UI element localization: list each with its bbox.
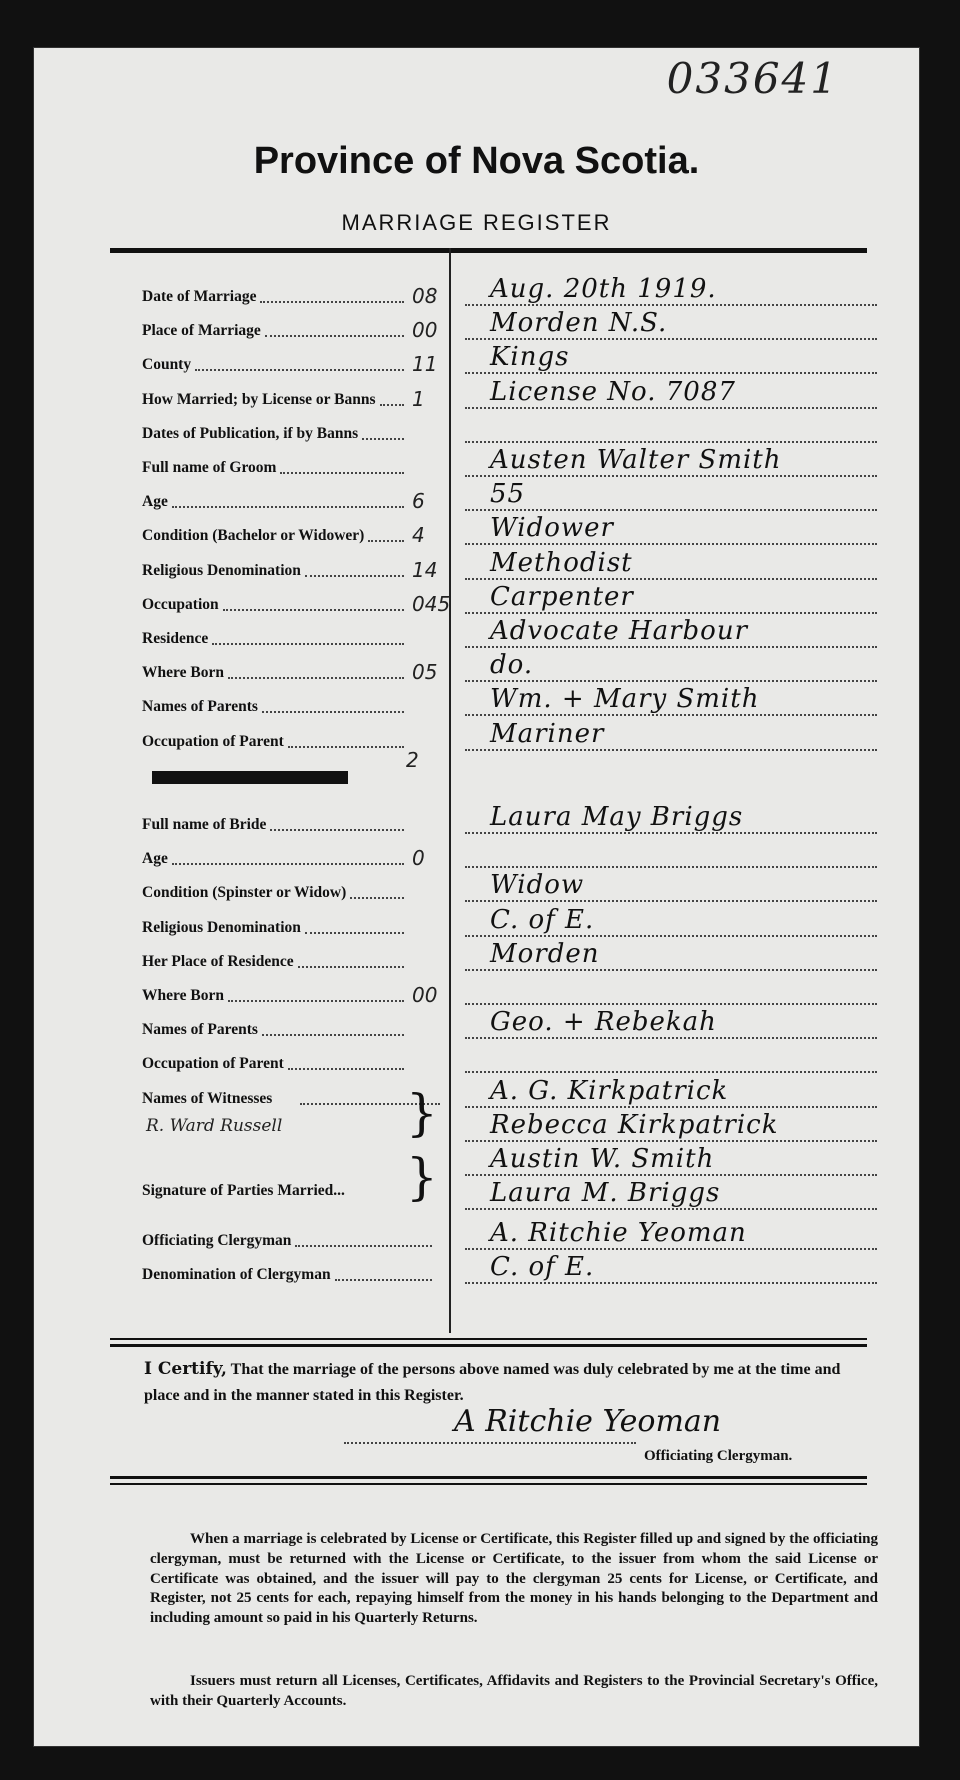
parties-row-2 [110, 1180, 867, 1214]
witnesses-brace: } [406, 1084, 438, 1142]
form-row [110, 804, 867, 838]
clergy-signature: A Ritchie Yeoman [454, 1404, 722, 1439]
value-how-married-by-license-or-banns: License No. 7087 [490, 376, 736, 407]
form-row [110, 838, 867, 872]
label-where-born: Where Born [142, 664, 224, 682]
label-condition-spinster-or-widow: Condition (Spinster or Widow) [142, 884, 347, 902]
party-bride: Laura M. Briggs [490, 1178, 721, 1208]
code-where-born: 00 [412, 983, 438, 1007]
page-subtitle: MARRIAGE REGISTER [341, 210, 612, 235]
label-full-name-of-groom: Full name of Groom [142, 459, 277, 476]
footer-paragraph: Issuers must return all Licenses, Certificates, Affidavits and Registers to the Provincial Secretary's Office, with their Quarterly Accounts. [150, 1673, 878, 1709]
notice-rule [110, 1476, 867, 1479]
form-row [110, 515, 867, 549]
form-row [110, 1220, 867, 1254]
witness-margin-note: R. Ward Russell [146, 1116, 283, 1136]
value-condition-spinster-or-widow: Widow [490, 870, 585, 901]
code-place-of-marriage: 00 [412, 318, 438, 343]
label-religious-denomination: Religious Denomination [142, 561, 301, 579]
value-religious-denomination: Methodist [490, 547, 633, 578]
label-occupation: Occupation [142, 595, 219, 613]
value-occupation-of-parent: Mariner [490, 718, 605, 749]
code-how-married-by-license-or-banns: 1 [412, 386, 425, 411]
form-row [110, 904, 867, 941]
party-groom: Austin W. Smith [490, 1144, 715, 1174]
label-how-married-by-license-or-banns: How Married; by License or Banns [142, 390, 376, 408]
label-where-born: Where Born [142, 987, 224, 1004]
value-place-of-marriage: Morden N.S. [490, 308, 668, 339]
value-denomination-of-clergyman: C. of E. [490, 1252, 595, 1282]
label-date-of-marriage: Date of Marriage [142, 288, 257, 305]
register-form [34, 48, 919, 1746]
page-title: Province of Nova Scotia. [253, 140, 700, 182]
label-place-of-marriage: Place of Marriage [142, 322, 261, 340]
form-row [110, 872, 867, 906]
code-county: 11 [412, 352, 438, 377]
value-full-name-of-bride: Laura May Briggs [490, 802, 744, 832]
label-names-of-parents: Names of Parents [142, 698, 258, 716]
code-where-born: 05 [412, 660, 438, 685]
signature-line [344, 1442, 636, 1444]
certification-statement [144, 1356, 860, 1409]
form-row [110, 1254, 867, 1288]
value-county: Kings [490, 342, 570, 373]
label-occupation-of-parent: Occupation of Parent [142, 732, 284, 750]
code-condition-bachelor-or-widower: 4 [412, 523, 425, 548]
value-date-of-marriage: Aug. 20th 1919. [490, 274, 717, 304]
form-row [110, 975, 867, 1009]
signature-label: Officiating Clergyman. [644, 1448, 793, 1464]
value-age: 55 [490, 479, 526, 510]
value-where-born: do. [490, 650, 534, 681]
certify-rule-top-2 [110, 1344, 867, 1347]
label-names-of-parents: Names of Parents [142, 1021, 258, 1039]
value-condition-bachelor-or-widower: Widower [490, 513, 614, 544]
form-row [110, 718, 867, 755]
form-row [110, 344, 867, 378]
form-row [110, 276, 867, 310]
parties-label: Signature of Parties Married... [142, 1182, 345, 1199]
value-full-name-of-groom: Austen Walter Smith [490, 445, 782, 475]
document-number: 033641 [666, 54, 839, 103]
value-religious-denomination: C. of E. [490, 904, 595, 935]
code-age: 6 [412, 489, 425, 514]
form-row [110, 481, 867, 515]
form-row [110, 310, 867, 344]
label-residence: Residence [142, 630, 209, 647]
witness-2: Rebecca Kirkpatrick [490, 1110, 779, 1140]
value-occupation: Carpenter [490, 581, 634, 612]
certify-lead: I Certify, [144, 1359, 227, 1379]
form-row [110, 1043, 867, 1077]
label-age: Age [142, 493, 168, 511]
label-occupation-of-parent: Occupation of Parent [142, 1055, 284, 1073]
certify-text: That the marriage of the persons above named was duly celebrated by me at the time and place and in the manner stated in this Register. [144, 1361, 841, 1405]
label-religious-denomination: Religious Denomination [142, 918, 301, 936]
form-row [110, 547, 867, 584]
witness-1: A. G. Kirkpatrick [490, 1076, 729, 1106]
section-code: 2 [406, 748, 419, 772]
form-row [110, 686, 867, 720]
form-row [110, 581, 867, 618]
value-names-of-parents: Geo. + Rebekah [490, 1007, 717, 1038]
code-age: 0 [412, 846, 425, 871]
label-denomination-of-clergyman: Denomination of Clergyman [142, 1266, 331, 1283]
form-row [110, 413, 867, 447]
form-row [110, 447, 867, 481]
value-her-place-of-residence: Morden [490, 938, 600, 969]
code-religious-denomination: 14 [412, 557, 438, 582]
code-occupation: 045 [412, 591, 451, 616]
form-row [110, 1009, 867, 1043]
top-rule [110, 248, 867, 253]
form-row [110, 376, 867, 413]
value-officiating-clergyman: A. Ritchie Yeoman [490, 1218, 747, 1248]
witnesses-label: Names of Witnesses [142, 1090, 273, 1107]
form-row [110, 652, 867, 686]
code-date-of-marriage: 08 [412, 284, 438, 308]
label-county: County [142, 356, 192, 374]
label-dates-of-publication-if-by-banns: Dates of Publication, if by Banns [142, 424, 359, 442]
value-residence: Advocate Harbour [490, 616, 748, 646]
value-names-of-parents: Wm. + Mary Smith [490, 684, 760, 715]
parties-brace: } [406, 1148, 438, 1206]
bride-section-bar [152, 771, 348, 784]
parties-row [110, 1146, 867, 1180]
witnesses-row [110, 1078, 867, 1112]
form-row [110, 618, 867, 652]
label-full-name-of-bride: Full name of Bride [142, 816, 267, 833]
certify-rule-top [110, 1338, 867, 1340]
notice-paragraph: When a marriage is celebrated by License or Certificate, this Register filled up and signed by the officiating clergyman, must be returned with the License or Certificate, to the issuer from whom the said License or Certificate was obtained, and the issuer will pay to the clergyman 25 cents for License, or Certificate, and Register, not 25 cents for each, repaying himself from the money in his hands belonging to the Department and including amount so paid in his Quarterly Returns. [150, 1531, 878, 1627]
label-officiating-clergyman: Officiating Clergyman [142, 1232, 292, 1249]
form-row [110, 938, 867, 975]
label-age: Age [142, 850, 168, 868]
label-her-place-of-residence: Her Place of Residence [142, 952, 294, 970]
label-condition-bachelor-or-widower: Condition (Bachelor or Widower) [142, 527, 365, 545]
notice-rule-2 [110, 1483, 867, 1485]
